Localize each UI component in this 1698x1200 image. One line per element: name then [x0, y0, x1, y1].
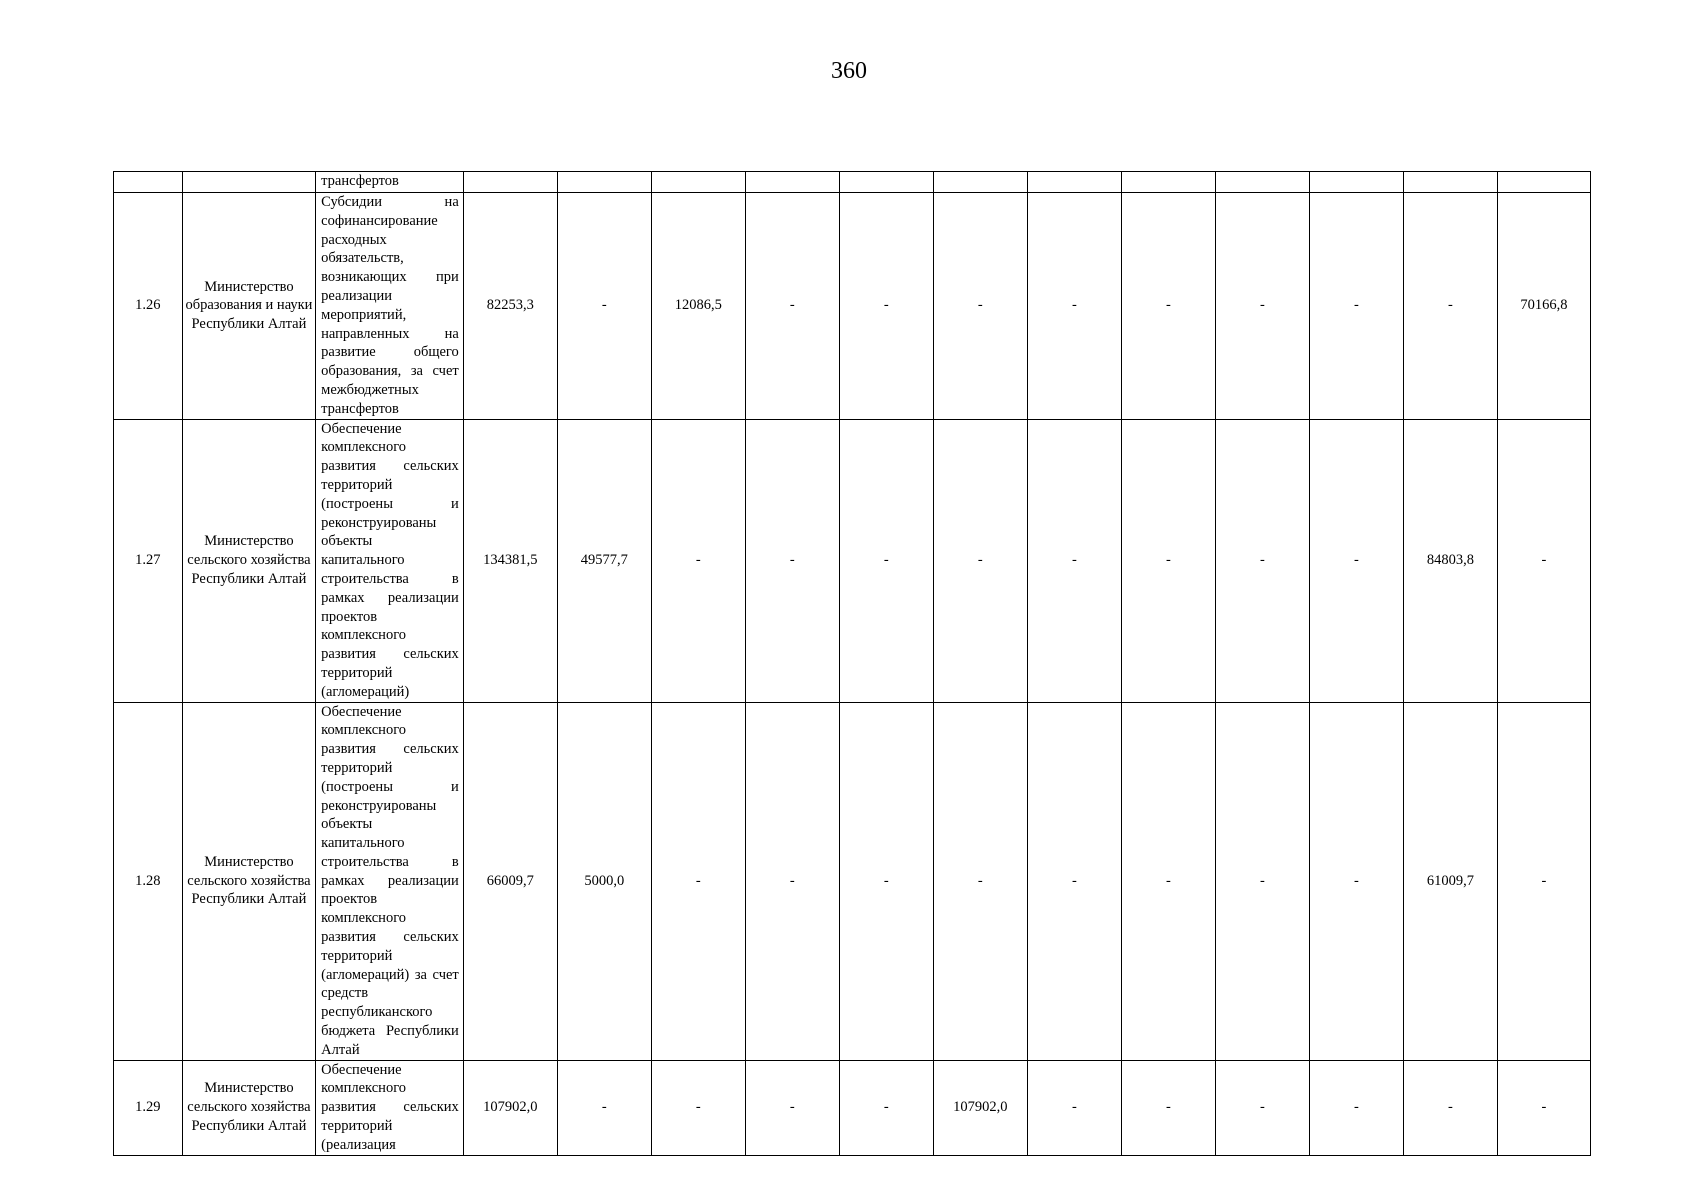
- value-cell: 5000,0: [557, 702, 651, 1060]
- value-cell: -: [1121, 193, 1215, 420]
- value-cell: -: [557, 193, 651, 420]
- value-cell: -: [557, 1060, 651, 1155]
- value-cell: -: [839, 702, 933, 1060]
- value-cell: -: [1497, 419, 1590, 702]
- table-row: [114, 702, 1591, 1060]
- value-cell: 66009,7: [463, 702, 557, 1060]
- value-cell: 61009,7: [1403, 702, 1497, 1060]
- value-cell: -: [933, 702, 1027, 1060]
- value-cell: -: [745, 1060, 839, 1155]
- description-cell: Обеспечение комплексного развития сельских территорий (реализация: [316, 1060, 464, 1155]
- value-cell: -: [933, 419, 1027, 702]
- value-cell: -: [745, 193, 839, 420]
- value-cell: [651, 172, 745, 193]
- value-cell: 82253,3: [463, 193, 557, 420]
- value-cell: -: [1403, 193, 1497, 420]
- value-cell: [557, 172, 651, 193]
- value-cell: [933, 172, 1027, 193]
- value-cell: 107902,0: [463, 1060, 557, 1155]
- value-cell: -: [745, 702, 839, 1060]
- executor-cell: Министерство сельского хозяйства Республики Алтай: [182, 702, 315, 1060]
- value-cell: -: [1121, 419, 1215, 702]
- value-cell: 107902,0: [933, 1060, 1027, 1155]
- value-cell: -: [839, 1060, 933, 1155]
- value-cell: -: [1403, 1060, 1497, 1155]
- value-cell: [839, 172, 933, 193]
- value-cell: -: [1027, 193, 1121, 420]
- value-cell: -: [1309, 193, 1403, 420]
- value-cell: [1027, 172, 1121, 193]
- value-cell: [1215, 172, 1309, 193]
- description-cell: Обеспечение комплексного развития сельских территорий (построены и реконструированы объекты капитального строительства в рамках реализации проектов комплексного развития сельских территорий (агломераций): [316, 419, 464, 702]
- table-row: [114, 193, 1591, 420]
- value-cell: -: [1027, 419, 1121, 702]
- value-cell: 49577,7: [557, 419, 651, 702]
- row-number-cell: 1.26: [114, 193, 183, 420]
- row-number-cell: 1.29: [114, 1060, 183, 1155]
- row-number-cell: 1.27: [114, 419, 183, 702]
- value-cell: -: [933, 193, 1027, 420]
- value-cell: -: [1309, 1060, 1403, 1155]
- value-cell: 12086,5: [651, 193, 745, 420]
- value-cell: -: [1497, 702, 1590, 1060]
- value-cell: [1403, 172, 1497, 193]
- table-row: [114, 1060, 1591, 1155]
- description-cell: Субсидии на софинансирование расходных обязательств, возникающих при реализации мероприятий, направленных на развитие общего образования, за счет межбюджетных трансфертов: [316, 193, 464, 420]
- executor-cell: [182, 172, 315, 193]
- value-cell: 134381,5: [463, 419, 557, 702]
- value-cell: -: [1309, 419, 1403, 702]
- value-cell: 84803,8: [1403, 419, 1497, 702]
- value-cell: -: [839, 419, 933, 702]
- row-number-cell: [114, 172, 183, 193]
- value-cell: -: [651, 419, 745, 702]
- value-cell: -: [1027, 1060, 1121, 1155]
- description-cell: Обеспечение комплексного развития сельских территорий (построены и реконструированы объекты капитального строительства в рамках реализации проектов комплексного развития сельских территорий (агломераций) за счет средств республиканского бюджета Республики Алтай: [316, 702, 464, 1060]
- executor-cell: Министерство сельского хозяйства Республики Алтай: [182, 419, 315, 702]
- page-number: 360: [831, 58, 867, 84]
- description-cell: трансфертов: [316, 172, 464, 193]
- table-row: [114, 172, 1591, 193]
- value-cell: -: [1497, 1060, 1590, 1155]
- executor-cell: Министерство сельского хозяйства Республики Алтай: [182, 1060, 315, 1155]
- value-cell: -: [1215, 1060, 1309, 1155]
- value-cell: -: [1215, 193, 1309, 420]
- value-cell: -: [1215, 702, 1309, 1060]
- executor-cell: Министерство образования и науки Республики Алтай: [182, 193, 315, 420]
- value-cell: -: [651, 702, 745, 1060]
- value-cell: -: [1309, 702, 1403, 1060]
- table-row: [114, 419, 1591, 702]
- value-cell: [745, 172, 839, 193]
- value-cell: -: [651, 1060, 745, 1155]
- value-cell: -: [839, 193, 933, 420]
- value-cell: [463, 172, 557, 193]
- row-number-cell: 1.28: [114, 702, 183, 1060]
- value-cell: [1309, 172, 1403, 193]
- value-cell: -: [1121, 702, 1215, 1060]
- value-cell: 70166,8: [1497, 193, 1590, 420]
- value-cell: -: [1121, 1060, 1215, 1155]
- value-cell: [1121, 172, 1215, 193]
- value-cell: -: [745, 419, 839, 702]
- budget-table: [113, 171, 1591, 1156]
- value-cell: [1497, 172, 1590, 193]
- value-cell: -: [1027, 702, 1121, 1060]
- value-cell: -: [1215, 419, 1309, 702]
